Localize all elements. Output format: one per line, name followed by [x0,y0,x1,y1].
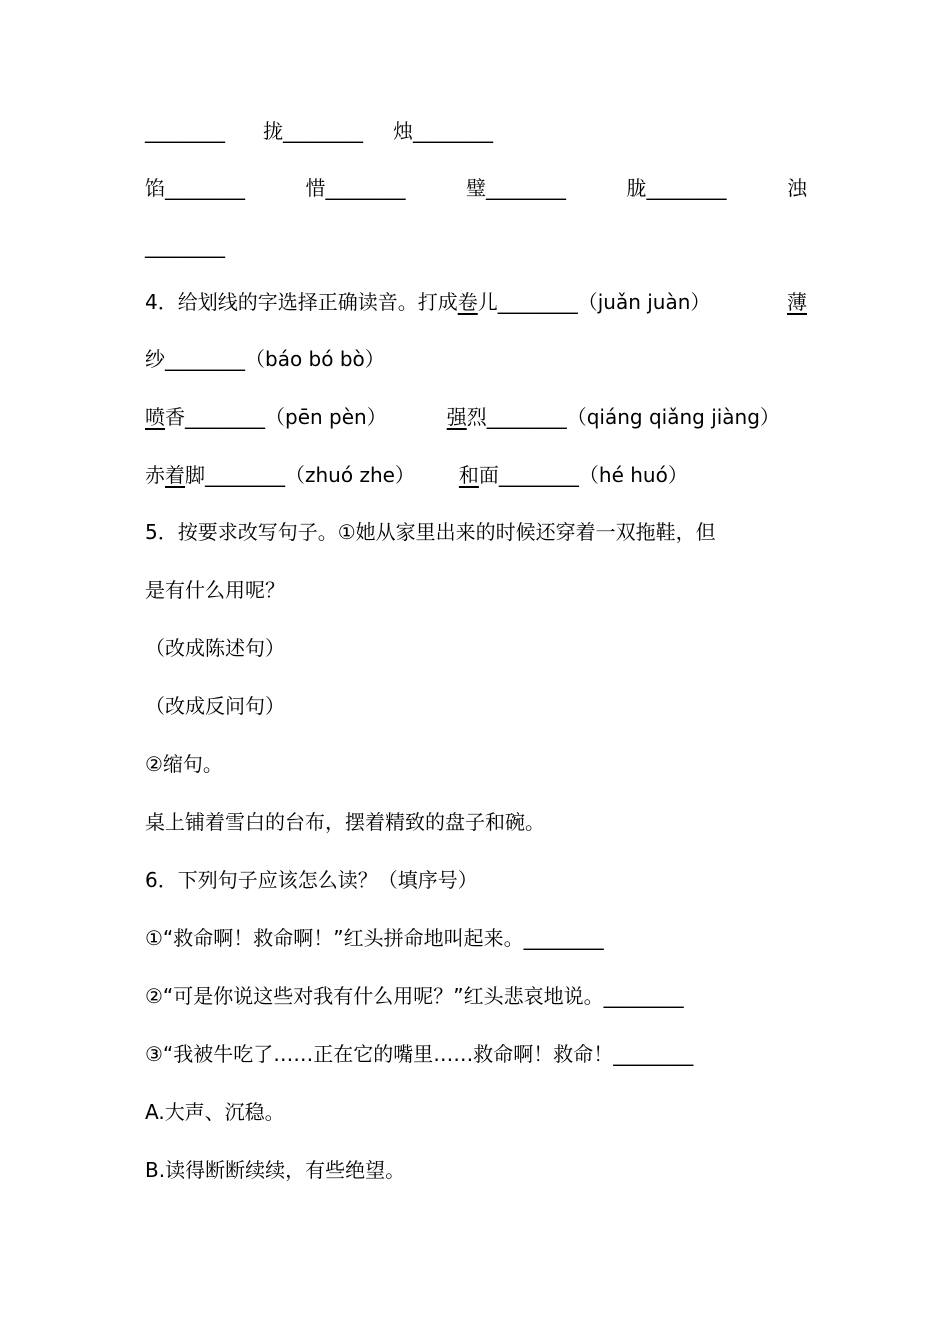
char-label: 拢 [263,119,283,143]
q5-line2: 是有什么用呢？ [145,578,285,602]
underlined-char: 薄 [787,290,807,314]
blank[interactable]: ________ [145,119,225,143]
q5-instruction-rhetorical: （改成反问句） [145,694,285,718]
blank[interactable]: ________ [523,926,604,950]
q4-line3: 喷香________（pēn pèn） 强烈________（qiáng qiǎng jiàng） [145,405,780,429]
q6-sentence-3: ③“我被牛吃了……正在它的嘴里……救命啊！救命！________ [145,1042,694,1066]
blank[interactable]: ________ [603,984,684,1008]
item [306,171,406,205]
blank[interactable]: ________ [497,290,578,314]
blank[interactable]: ________ [486,405,567,429]
underlined-char: 着 [165,463,185,487]
char-label: 馅 [145,176,165,200]
q4-line2: 纱________（báo bó bò） [145,347,385,371]
blank[interactable]: ________ [325,176,406,200]
underlined-char: 卷 [457,290,478,314]
q6-sentence-2: ②“可是你说这些对我有什么用呢？”红头悲哀地说。________ [145,984,684,1008]
section3-row1 [145,114,807,148]
char-label: 浊 [787,176,807,200]
question-text: 4．给划线的字选择正确读音。打成 [145,290,458,314]
q5-sentence: 桌上铺着雪白的台布，摆着精致的盘子和碗。 [145,810,545,834]
char-label: 胧 [626,176,647,200]
q6-title: 6．下列句子应该怎么读？（填序号） [145,868,478,892]
pinyin-options: （hé huó） [578,463,688,487]
blank[interactable]: ________ [185,405,265,429]
blank[interactable]: ________ [283,119,363,143]
blank[interactable]: ________ [486,176,566,200]
blank[interactable]: ________ [498,463,579,487]
pinyin-options: （juǎn juàn） [577,290,711,314]
underlined-char: 强 [446,405,467,429]
pinyin-options: （pēn pèn） [265,405,387,429]
underlined-char: 喷 [145,405,165,429]
char-label: 惜 [305,176,326,200]
item [145,171,245,205]
char-label: 璧 [466,176,486,200]
q5-subquestion: ②缩句。 [145,752,223,776]
q5-instruction-declarative: （改成陈述句） [145,636,285,660]
q5-line1: 5．按要求改写句子。①她从家里出来的时候还穿着一双拖鞋，但 [145,520,716,544]
item [466,171,566,205]
blank[interactable]: ________ [145,234,225,258]
q4-line1: 4．给划线的字选择正确读音。打成卷儿________（juǎn juàn） 薄 [145,285,807,319]
blank[interactable]: ________ [613,1042,694,1066]
blank[interactable]: ________ [413,119,493,143]
q6-option-a: A.大声、沉稳。 [145,1100,285,1124]
section3-row3 [145,229,807,263]
section3-row2 [145,171,807,205]
pinyin-options: （zhuó zhe） [285,463,415,487]
pinyin-options: （qiáng qiǎng jiàng） [566,405,780,429]
item [627,171,727,205]
underlined-char: 和 [458,463,479,487]
q4-line4: 赤着脚________（zhuó zhe） 和面________（hé huó） [145,463,688,487]
char-label: 烛 [393,119,413,143]
pinyin-options: （báo bó bò） [245,347,385,371]
q6-sentence-1: ①“救命啊！救命啊！”红头拼命地叫起来。________ [145,926,604,950]
blank[interactable]: ________ [165,347,245,371]
q6-option-b: B.读得断断续续，有些绝望。 [145,1158,406,1182]
blank[interactable]: ________ [646,176,727,200]
blank[interactable]: ________ [165,176,245,200]
blank[interactable]: ________ [205,463,285,487]
